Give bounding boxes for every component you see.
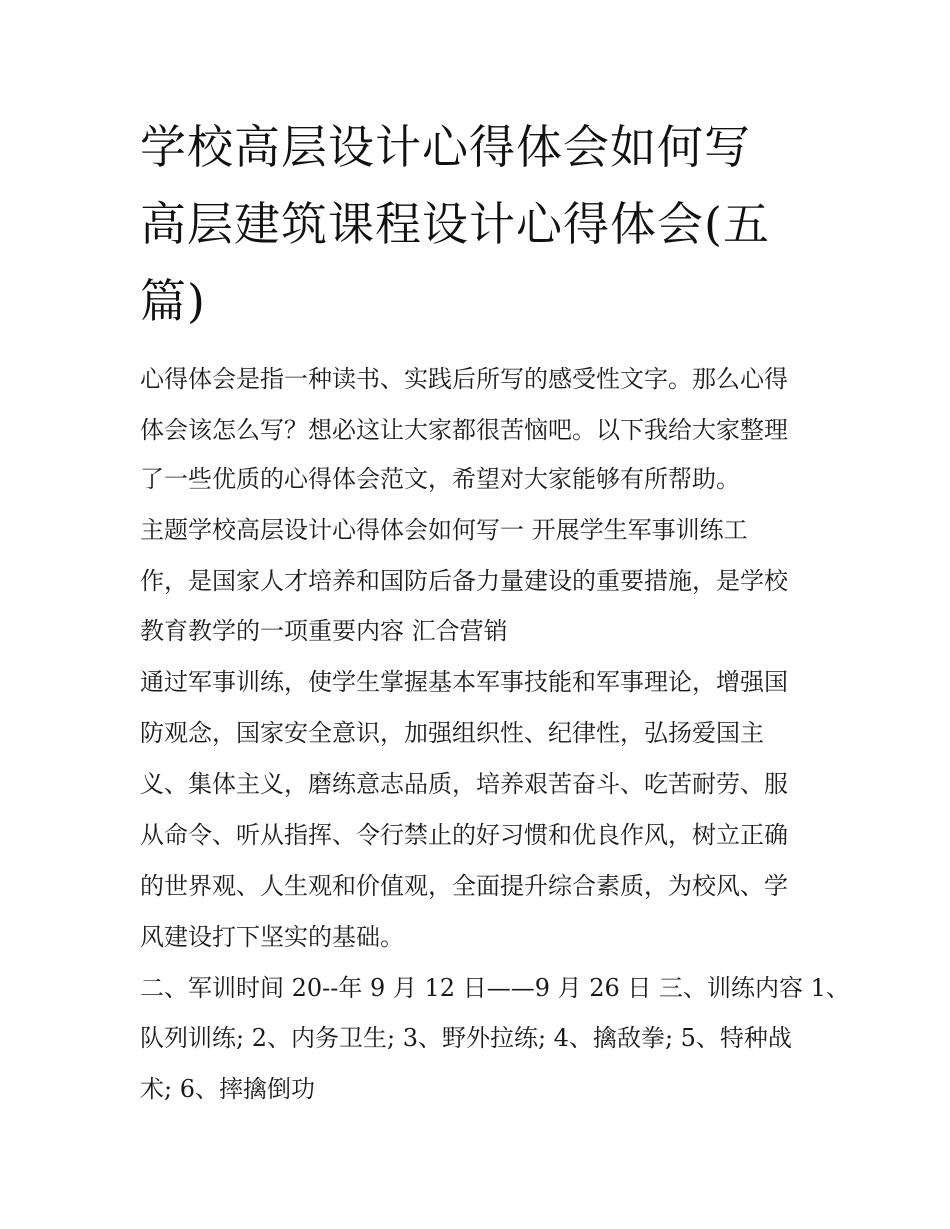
- body-line: 的世界观、人生观和价值观，全面提升综合素质，为校风、学: [140, 872, 788, 900]
- body-line: 体会该怎么写？想必这让大家都很苦恼吧。以下我给大家整理: [140, 416, 788, 444]
- body-line: 队列训练; 2、内务卫生; 3、野外拉练; 4、擒敌拳; 5、特种战: [140, 1024, 792, 1052]
- body-line: 心得体会是指一种读书、实践后所写的感受性文字。那么心得: [140, 365, 788, 393]
- body-line: 风建设打下坚实的基础。: [140, 923, 404, 951]
- body-line: 术; 6、摔擒倒功: [140, 1075, 315, 1103]
- body-line: 教育教学的一项重要内容 汇合营销: [140, 617, 508, 645]
- body-line: 主题学校高层设计心得体会如何写一 开展学生军事训练工: [140, 516, 748, 544]
- body-line: 了一些优质的心得体会范文，希望对大家能够有所帮助。: [140, 465, 740, 493]
- body-line: 义、集体主义，磨练意志品质，培养艰苦奋斗、吃苦耐劳、服: [140, 770, 788, 798]
- body-line: 通过军事训练，使学生掌握基本军事技能和军事理论，增强国: [140, 668, 788, 696]
- body-line: 二、军训时间 20--年 9 月 12 日——9 月 26 日 三、训练内容 1、: [140, 974, 850, 1002]
- body-line: 作，是国家人才培养和国防后备力量建设的重要措施，是学校: [140, 567, 788, 595]
- document-title-line-3: 篇): [140, 274, 206, 328]
- body-line: 从命令、听从指挥、令行禁止的好习惯和优良作风，树立正确: [140, 821, 788, 849]
- body-line: 防观念，国家安全意识，加强组织性、纪律性，弘扬爱国主: [140, 719, 764, 747]
- document-title-line-1: 学校高层设计心得体会如何写: [140, 120, 751, 174]
- document-title-line-2: 高层建筑课程设计心得体会(五: [140, 197, 770, 251]
